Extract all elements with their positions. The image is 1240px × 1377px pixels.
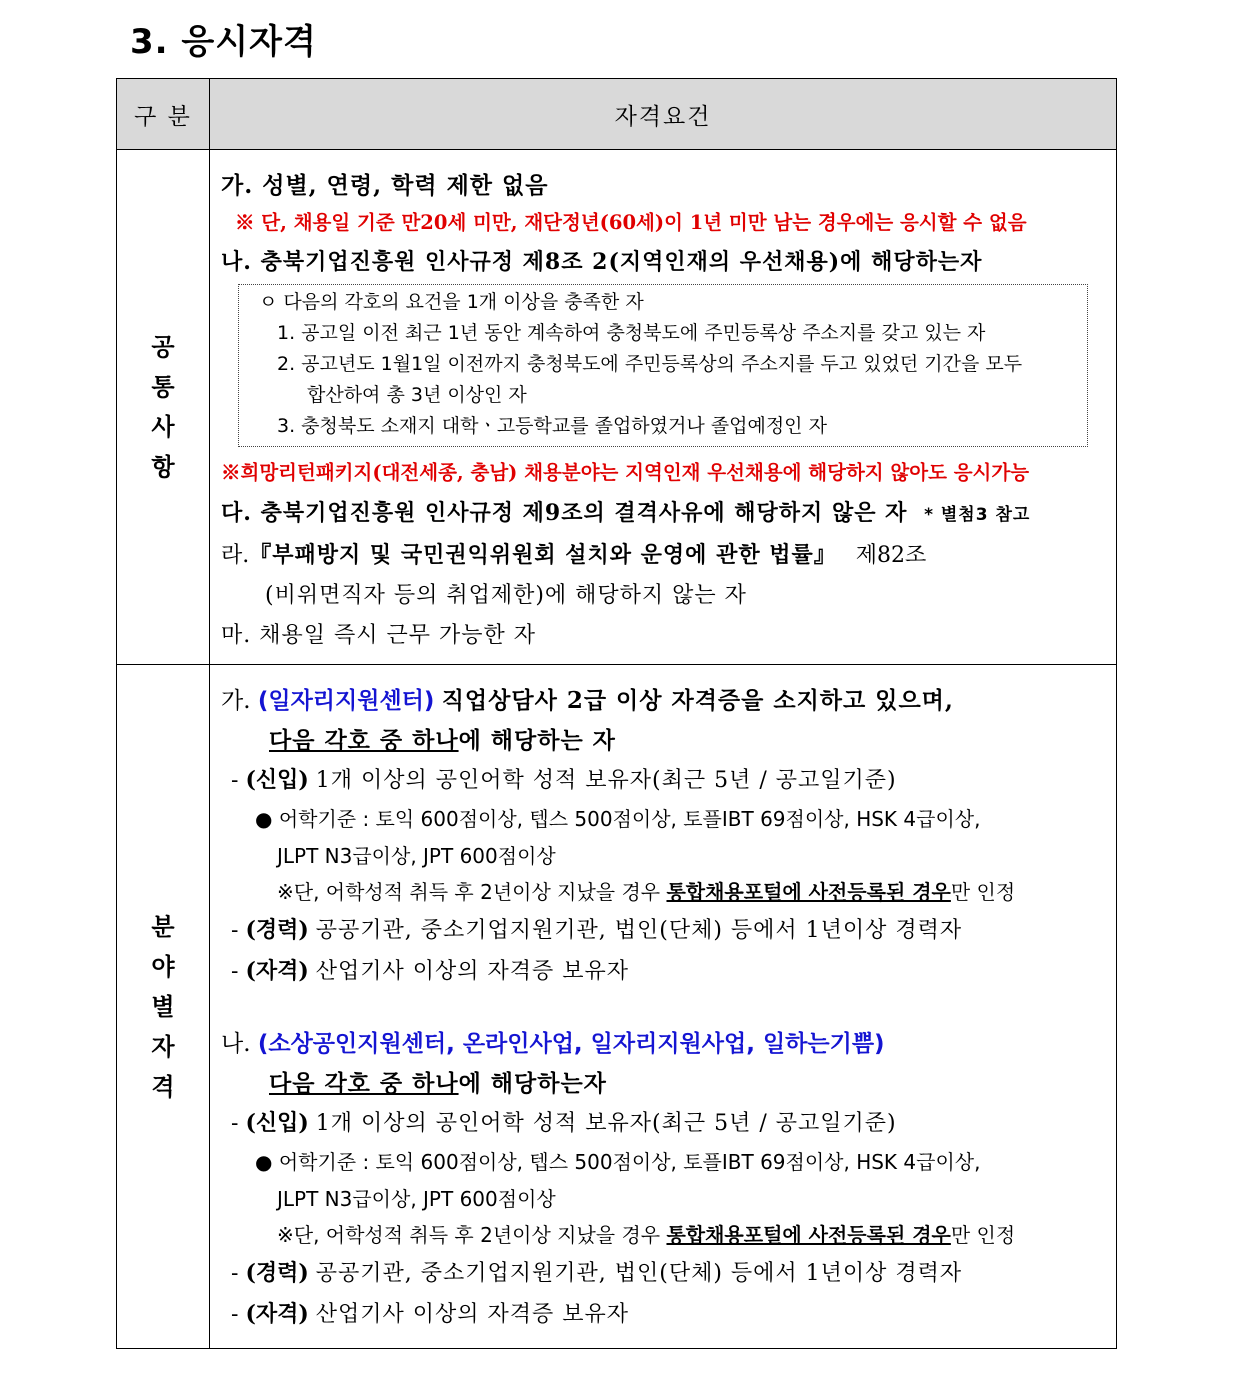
common-item-da: [221, 493, 1116, 535]
field-row: [117, 665, 1117, 1349]
lang-note-underlined: 통합채용포털에 사전등록된 경우: [666, 1223, 951, 1247]
label-char: 별: [151, 991, 175, 1021]
field-ga-exp: - (경력) 공공기관, 중소기업지원기관, 법인(단체) 등에서 1년이상 경력자: [231, 917, 963, 943]
field-na-exp: - (경력) 공공기관, 중소기업지원기관, 법인(단체) 등에서 1년이상 경력자: [231, 1260, 963, 1286]
common-note-return-package: ※희망리턴패키지(대전세종, 충남) 채용분야는 지역인재 우선채용에 해당하지 않아도 응시가능: [221, 461, 1030, 484]
field-ga-lang-note: [221, 874, 1116, 910]
common-item-ra-cont: (비위면직자 등의 취업제한)에 해당하지 않는 자: [265, 583, 747, 608]
lang-line-1: 어학기준 : 토익 600점이상, 텝스 500점이상, 토플IBT 69점이상, HSK 4급이상,: [278, 1150, 981, 1174]
lang-note-post: 만 인정: [950, 880, 1016, 904]
lang-note-pre: ※단, 어학성적 취득 후 2년이상 지났을 경우: [277, 880, 661, 904]
box-item-3: 3. 충청북도 소재지 대학ㆍ고등학교를 졸업하였거나 졸업예정인 자: [277, 415, 827, 437]
page-title: 3. 응시자격: [130, 22, 317, 62]
cert-tag: (자격): [245, 958, 309, 984]
field-section-na-heading: [221, 1024, 1116, 1064]
label-char: 격: [151, 1071, 175, 1101]
lang-line-1: 어학기준 : 토익 600점이상, 텝스 500점이상, 토플IBT 69점이상, HSK 4급이상,: [278, 807, 981, 831]
field-na-new: - (신입) 1개 이상의 공인어학 성적 보유자(최근 5년 / 공고일기준): [231, 1110, 897, 1136]
cert-tag: (자격): [245, 1301, 309, 1327]
field-section-ga-heading: [221, 681, 1116, 721]
section-prefix: 가.: [221, 688, 251, 714]
section-org: (일자리지원센터): [257, 688, 435, 714]
cert-text: 산업기사 이상의 자격증 보유자: [315, 959, 630, 984]
section-head-rest: 직업상담사 2급 이상 자격증을 소지하고 있으며,: [441, 687, 954, 714]
common-item-na: 나. 충북기업진흥원 인사규정 제8조 2(지역인재의 우선채용)에 해당하는자: [221, 249, 983, 275]
cert-text: 산업기사 이상의 자격증 보유자: [315, 1302, 630, 1327]
header-requirements: 자격요건: [210, 79, 1117, 150]
new-text: 1개 이상의 공인어학 성적 보유자(최근 5년 / 공고일기준): [315, 768, 897, 793]
label-char: 사: [151, 412, 175, 441]
local-talent-box: [238, 284, 1088, 447]
new-tag: (신입): [245, 1110, 309, 1136]
field-ga-new: - (신입) 1개 이상의 공인어학 성적 보유자(최근 5년 / 공고일기준): [231, 767, 897, 793]
label-char: 분: [151, 911, 175, 941]
field-content: [210, 665, 1117, 1349]
box-item-2-cont: 합산하여 총 3년 이상인 자: [307, 384, 527, 406]
section-sub-underlined: 다음 각호 중 하나: [269, 1070, 459, 1097]
exp-tag: (경력): [245, 1260, 309, 1286]
box-item-1: 1. 공고일 이전 최근 1년 동안 계속하여 충청북도에 주민등록상 주소지를 갖고 있는 자: [277, 322, 986, 344]
item-da-ref: * 별첨3 참고: [924, 505, 1031, 525]
item-da-text: 다. 충북기업진흥원 인사규정 제9조의 결격사유에 해당하지 않은 자: [221, 500, 908, 526]
field-na-lang-1: ● 어학기준 : 토익 600점이상, 텝스 500점이상, 토플IBT 69점이상, HSK 4급이상,: [255, 1150, 981, 1174]
header-category: 구 분: [117, 79, 210, 150]
common-note-age: ※ 단, 채용일 기준 만20세 미만, 재단정년(60세)이 1년 미만 남는 경우에는 응시할 수 없음: [235, 211, 1027, 234]
common-item-ga: 가. 성별, 연령, 학력 제한 없음: [221, 172, 549, 199]
field-section-na-sub: [221, 1064, 1116, 1104]
label-char: 야: [151, 951, 175, 981]
box-intro: ㅇ 다음의 각호의 요건을 1개 이상을 충족한 자: [259, 291, 644, 313]
exp-text: 공공기관, 중소기업지원기관, 법인(단체) 등에서 1년이상 경력자: [315, 918, 963, 943]
exp-text: 공공기관, 중소기업지원기관, 법인(단체) 등에서 1년이상 경력자: [315, 1261, 963, 1286]
lang-note-underlined: 통합채용포털에 사전등록된 경우: [666, 880, 951, 904]
section-sub-underlined: 다음 각호 중 하나: [269, 727, 459, 754]
qualification-table: [116, 78, 1117, 1349]
field-na-lang-2: JLPT N3급이상, JPT 600점이상: [277, 1187, 556, 1211]
field-na-cert: - (자격) 산업기사 이상의 자격증 보유자: [231, 1301, 630, 1327]
field-label: [117, 665, 210, 1349]
section-org: (소상공인지원센터, 온라인사업, 일자리지원사업, 일하는기쁨): [257, 1031, 885, 1057]
section-prefix: 나.: [221, 1031, 251, 1057]
field-section-ga-sub: [221, 721, 1116, 761]
new-tag: (신입): [245, 767, 309, 793]
common-label: [117, 150, 210, 665]
common-item-ra: [221, 535, 1116, 576]
common-row: [117, 150, 1117, 665]
label-char: 항: [151, 452, 175, 481]
item-ra-suffix: 제82조: [855, 543, 927, 568]
field-ga-lang-2: JLPT N3급이상, JPT 600점이상: [277, 844, 556, 868]
exp-tag: (경력): [245, 917, 309, 943]
box-item-2: 2. 공고년도 1월1일 이전까지 충청북도에 주민등록상의 주소지를 두고 있었던 기간을 모두: [277, 353, 1023, 375]
label-char: 통: [151, 372, 175, 401]
field-ga-lang-1: ● 어학기준 : 토익 600점이상, 텝스 500점이상, 토플IBT 69점이상, HSK 4급이상,: [255, 807, 981, 831]
common-content: [210, 150, 1117, 665]
label-char: 자: [151, 1031, 175, 1061]
lang-note-post: 만 인정: [950, 1223, 1016, 1247]
table-header-row: [117, 79, 1117, 150]
lang-note-pre: ※단, 어학성적 취득 후 2년이상 지났을 경우: [277, 1223, 661, 1247]
item-ra-law: 『부패방지 및 국민권익위원회 설치와 운영에 관한 법률』: [249, 542, 837, 568]
field-na-lang-note: [221, 1217, 1116, 1253]
label-char: 공: [151, 332, 175, 361]
item-ra-prefix: 라.: [221, 543, 250, 568]
new-text: 1개 이상의 공인어학 성적 보유자(최근 5년 / 공고일기준): [315, 1111, 897, 1136]
section-sub-rest: 에 해당하는자: [458, 1070, 607, 1097]
field-ga-cert: - (자격) 산업기사 이상의 자격증 보유자: [231, 958, 630, 984]
common-item-ma: 마. 채용일 즉시 근무 가능한 자: [221, 623, 536, 648]
section-sub-rest: 에 해당하는 자: [458, 727, 616, 754]
